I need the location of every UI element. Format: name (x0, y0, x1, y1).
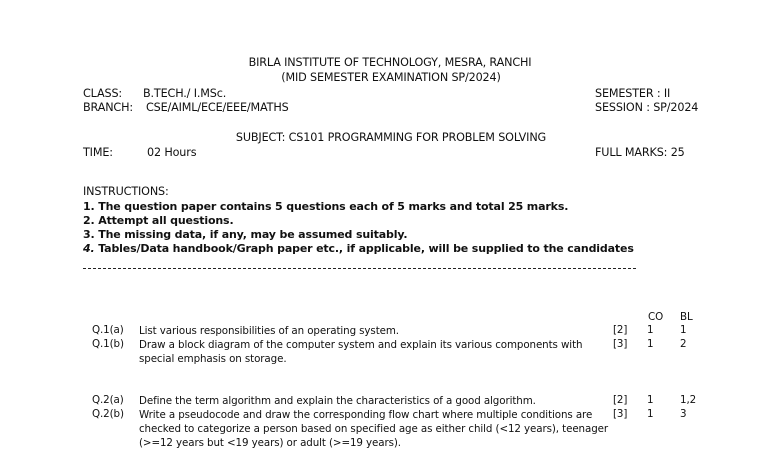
question-text: Draw a block diagram of the computer system and explain its various components with special emphasis on storage. (139, 339, 583, 365)
time-value: 02 Hours (147, 146, 197, 159)
question-co: 1 (647, 338, 654, 350)
instruction-number: 4. (83, 242, 95, 255)
question-id: Q.1(a) (92, 324, 124, 336)
branch-value: CSE/AIML/ECE/EEE/MATHS (146, 101, 289, 114)
question-text: List various responsibilities of an operating system. (139, 325, 399, 337)
question-bl: 3 (680, 408, 687, 420)
instructions-title: INSTRUCTIONS: (83, 185, 169, 198)
question-bl: 2 (680, 338, 687, 350)
question-marks: [3] (613, 408, 628, 420)
subject: SUBJECT: CS101 PROGRAMMING FOR PROBLEM SOLVING (235, 131, 547, 144)
question-co: 1 (647, 408, 654, 420)
question-bl: 1,2 (680, 394, 697, 406)
bl-column-header: BL (680, 311, 693, 323)
instruction-item: 2. Attempt all questions. (83, 214, 234, 227)
question-text: Define the term algorithm and explain the characteristics of a good algorithm. (139, 395, 536, 407)
full-marks: FULL MARKS: 25 (595, 146, 685, 159)
semester: SEMESTER : II (595, 87, 671, 100)
question-id: Q.2(a) (92, 394, 124, 406)
branch-label: BRANCH: (83, 101, 133, 114)
question-co: 1 (647, 394, 654, 406)
time-label: TIME: (83, 146, 113, 159)
dashed-divider (83, 268, 636, 269)
instruction-item: 1. The question paper contains 5 questions each of 5 marks and total 25 marks. (83, 200, 569, 213)
instruction-item: 3. The missing data, if any, may be assumed suitably. (83, 228, 408, 241)
exam-title: (MID SEMESTER EXAMINATION SP/2024) (281, 71, 501, 84)
question-text: Write a pseudocode and draw the corresponding flow chart where multiple conditions are checked to categorize a person based on specified age as either child (<12 years), teenager (>=12 years but <19 years) or adult (>=19 years). (139, 409, 609, 449)
question-marks: [3] (613, 338, 628, 350)
question-id: Q.1(b) (92, 338, 124, 350)
instruction-item (83, 242, 634, 255)
class-label: CLASS: (83, 87, 123, 100)
instruction-text: Tables/Data handbook/Graph paper etc., if applicable, will be supplied to the candidates (98, 242, 634, 255)
institute-name: BIRLA INSTITUTE OF TECHNOLOGY, MESRA, RANCHI (248, 56, 532, 69)
question-marks: [2] (613, 394, 628, 406)
question-bl: 1 (680, 324, 687, 336)
question-co: 1 (647, 324, 654, 336)
question-marks: [2] (613, 324, 628, 336)
question-id: Q.2(b) (92, 408, 124, 420)
class-value: B.TECH./ I.MSc. (143, 87, 227, 100)
co-column-header: CO (648, 311, 664, 323)
session: SESSION : SP/2024 (595, 101, 699, 114)
